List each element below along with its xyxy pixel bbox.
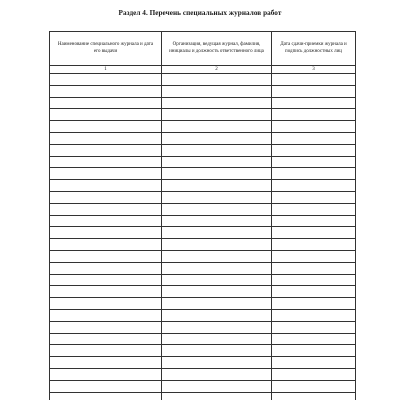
table-cell bbox=[272, 274, 356, 286]
table-row bbox=[50, 121, 356, 133]
table-cell bbox=[162, 262, 272, 274]
table-cell bbox=[162, 156, 272, 168]
table-cell bbox=[272, 168, 356, 180]
table-row bbox=[50, 357, 356, 369]
table-cell bbox=[50, 368, 162, 380]
table-row bbox=[50, 132, 356, 144]
table-row bbox=[50, 203, 356, 215]
table-cell bbox=[162, 97, 272, 109]
table-row bbox=[50, 215, 356, 227]
table-row bbox=[50, 74, 356, 86]
table-cell bbox=[272, 144, 356, 156]
table-row bbox=[50, 380, 356, 392]
table-cell bbox=[50, 227, 162, 239]
table-cell bbox=[162, 109, 272, 121]
table-cell bbox=[272, 250, 356, 262]
table-cell bbox=[50, 215, 162, 227]
table-row bbox=[50, 168, 356, 180]
column-number: 3 bbox=[272, 66, 356, 74]
table-cell bbox=[162, 121, 272, 133]
table-cell bbox=[50, 85, 162, 97]
table-cell bbox=[50, 97, 162, 109]
table-cell bbox=[50, 144, 162, 156]
table-row bbox=[50, 309, 356, 321]
table-row bbox=[50, 333, 356, 345]
header-row bbox=[50, 32, 356, 66]
table-row bbox=[50, 262, 356, 274]
table-cell bbox=[50, 274, 162, 286]
table-cell bbox=[272, 180, 356, 192]
table-cell bbox=[50, 191, 162, 203]
table-row bbox=[50, 298, 356, 310]
column-header-organization: Организация, ведущая журнал, фамилия, инициалы и должность ответственного лица bbox=[162, 32, 272, 66]
table-cell bbox=[162, 333, 272, 345]
table-cell bbox=[162, 345, 272, 357]
table-cell bbox=[50, 262, 162, 274]
column-header-journal-name: Наименование специального журнала и дата его выдачи bbox=[50, 32, 162, 66]
table-row bbox=[50, 191, 356, 203]
column-number-row bbox=[50, 66, 356, 74]
table-cell bbox=[272, 215, 356, 227]
table-cell bbox=[272, 74, 356, 86]
table-cell bbox=[50, 333, 162, 345]
table-cell bbox=[50, 121, 162, 133]
table-cell bbox=[272, 239, 356, 251]
table-cell bbox=[162, 368, 272, 380]
table-row bbox=[50, 156, 356, 168]
table-cell bbox=[272, 357, 356, 369]
table-cell bbox=[162, 357, 272, 369]
table-cell bbox=[162, 250, 272, 262]
table-cell bbox=[272, 380, 356, 392]
table-cell bbox=[272, 156, 356, 168]
table-row bbox=[50, 144, 356, 156]
table-row bbox=[50, 274, 356, 286]
table-cell bbox=[162, 191, 272, 203]
table-cell bbox=[272, 109, 356, 121]
table-cell bbox=[162, 168, 272, 180]
journals-table bbox=[49, 31, 356, 400]
column-number: 2 bbox=[162, 66, 272, 74]
section-title: Раздел 4. Перечень специальных журналов работ bbox=[118, 9, 282, 17]
table-cell bbox=[50, 180, 162, 192]
table-cell bbox=[50, 392, 162, 400]
table-cell bbox=[50, 239, 162, 251]
table-cell bbox=[162, 380, 272, 392]
table-cell bbox=[162, 180, 272, 192]
table-cell bbox=[50, 168, 162, 180]
table-cell bbox=[272, 309, 356, 321]
table-cell bbox=[272, 132, 356, 144]
table-row bbox=[50, 345, 356, 357]
table-cell bbox=[50, 380, 162, 392]
table-cell bbox=[162, 203, 272, 215]
table-cell bbox=[272, 85, 356, 97]
table-cell bbox=[162, 132, 272, 144]
table-cell bbox=[162, 298, 272, 310]
table-cell bbox=[162, 85, 272, 97]
table-cell bbox=[162, 392, 272, 400]
table-cell bbox=[162, 227, 272, 239]
table-cell bbox=[50, 74, 162, 86]
table-cell bbox=[272, 121, 356, 133]
table-cell bbox=[50, 203, 162, 215]
table-cell bbox=[272, 321, 356, 333]
table-cell bbox=[272, 286, 356, 298]
table-row bbox=[50, 239, 356, 251]
table-cell bbox=[50, 132, 162, 144]
table-cell bbox=[162, 74, 272, 86]
table-cell bbox=[50, 156, 162, 168]
table-cell bbox=[162, 321, 272, 333]
table-row bbox=[50, 97, 356, 109]
table-cell bbox=[162, 144, 272, 156]
table-cell bbox=[50, 298, 162, 310]
table-row bbox=[50, 286, 356, 298]
table-cell bbox=[272, 368, 356, 380]
table-cell bbox=[272, 392, 356, 400]
table-row bbox=[50, 180, 356, 192]
table-cell bbox=[50, 286, 162, 298]
table-cell bbox=[162, 215, 272, 227]
table-cell bbox=[50, 321, 162, 333]
table-cell bbox=[162, 309, 272, 321]
table-cell bbox=[50, 309, 162, 321]
table-cell bbox=[50, 109, 162, 121]
table-cell bbox=[50, 345, 162, 357]
table-row bbox=[50, 250, 356, 262]
table-row bbox=[50, 368, 356, 380]
table-cell bbox=[272, 262, 356, 274]
table-row bbox=[50, 109, 356, 121]
table-row bbox=[50, 85, 356, 97]
column-number: 1 bbox=[50, 66, 162, 74]
table-row bbox=[50, 227, 356, 239]
column-header-handover-date: Дата сдачи-приемки журнала и подпись должностных лиц bbox=[272, 32, 356, 66]
table-cell bbox=[162, 274, 272, 286]
table-row bbox=[50, 321, 356, 333]
table-cell bbox=[162, 239, 272, 251]
table-cell bbox=[272, 298, 356, 310]
table-cell bbox=[272, 203, 356, 215]
table-cell bbox=[162, 286, 272, 298]
table-cell bbox=[272, 191, 356, 203]
table-cell bbox=[272, 333, 356, 345]
table-cell bbox=[272, 97, 356, 109]
table-cell bbox=[272, 227, 356, 239]
table-cell bbox=[50, 250, 162, 262]
table-cell bbox=[50, 357, 162, 369]
table-row bbox=[50, 392, 356, 400]
table-cell bbox=[272, 345, 356, 357]
